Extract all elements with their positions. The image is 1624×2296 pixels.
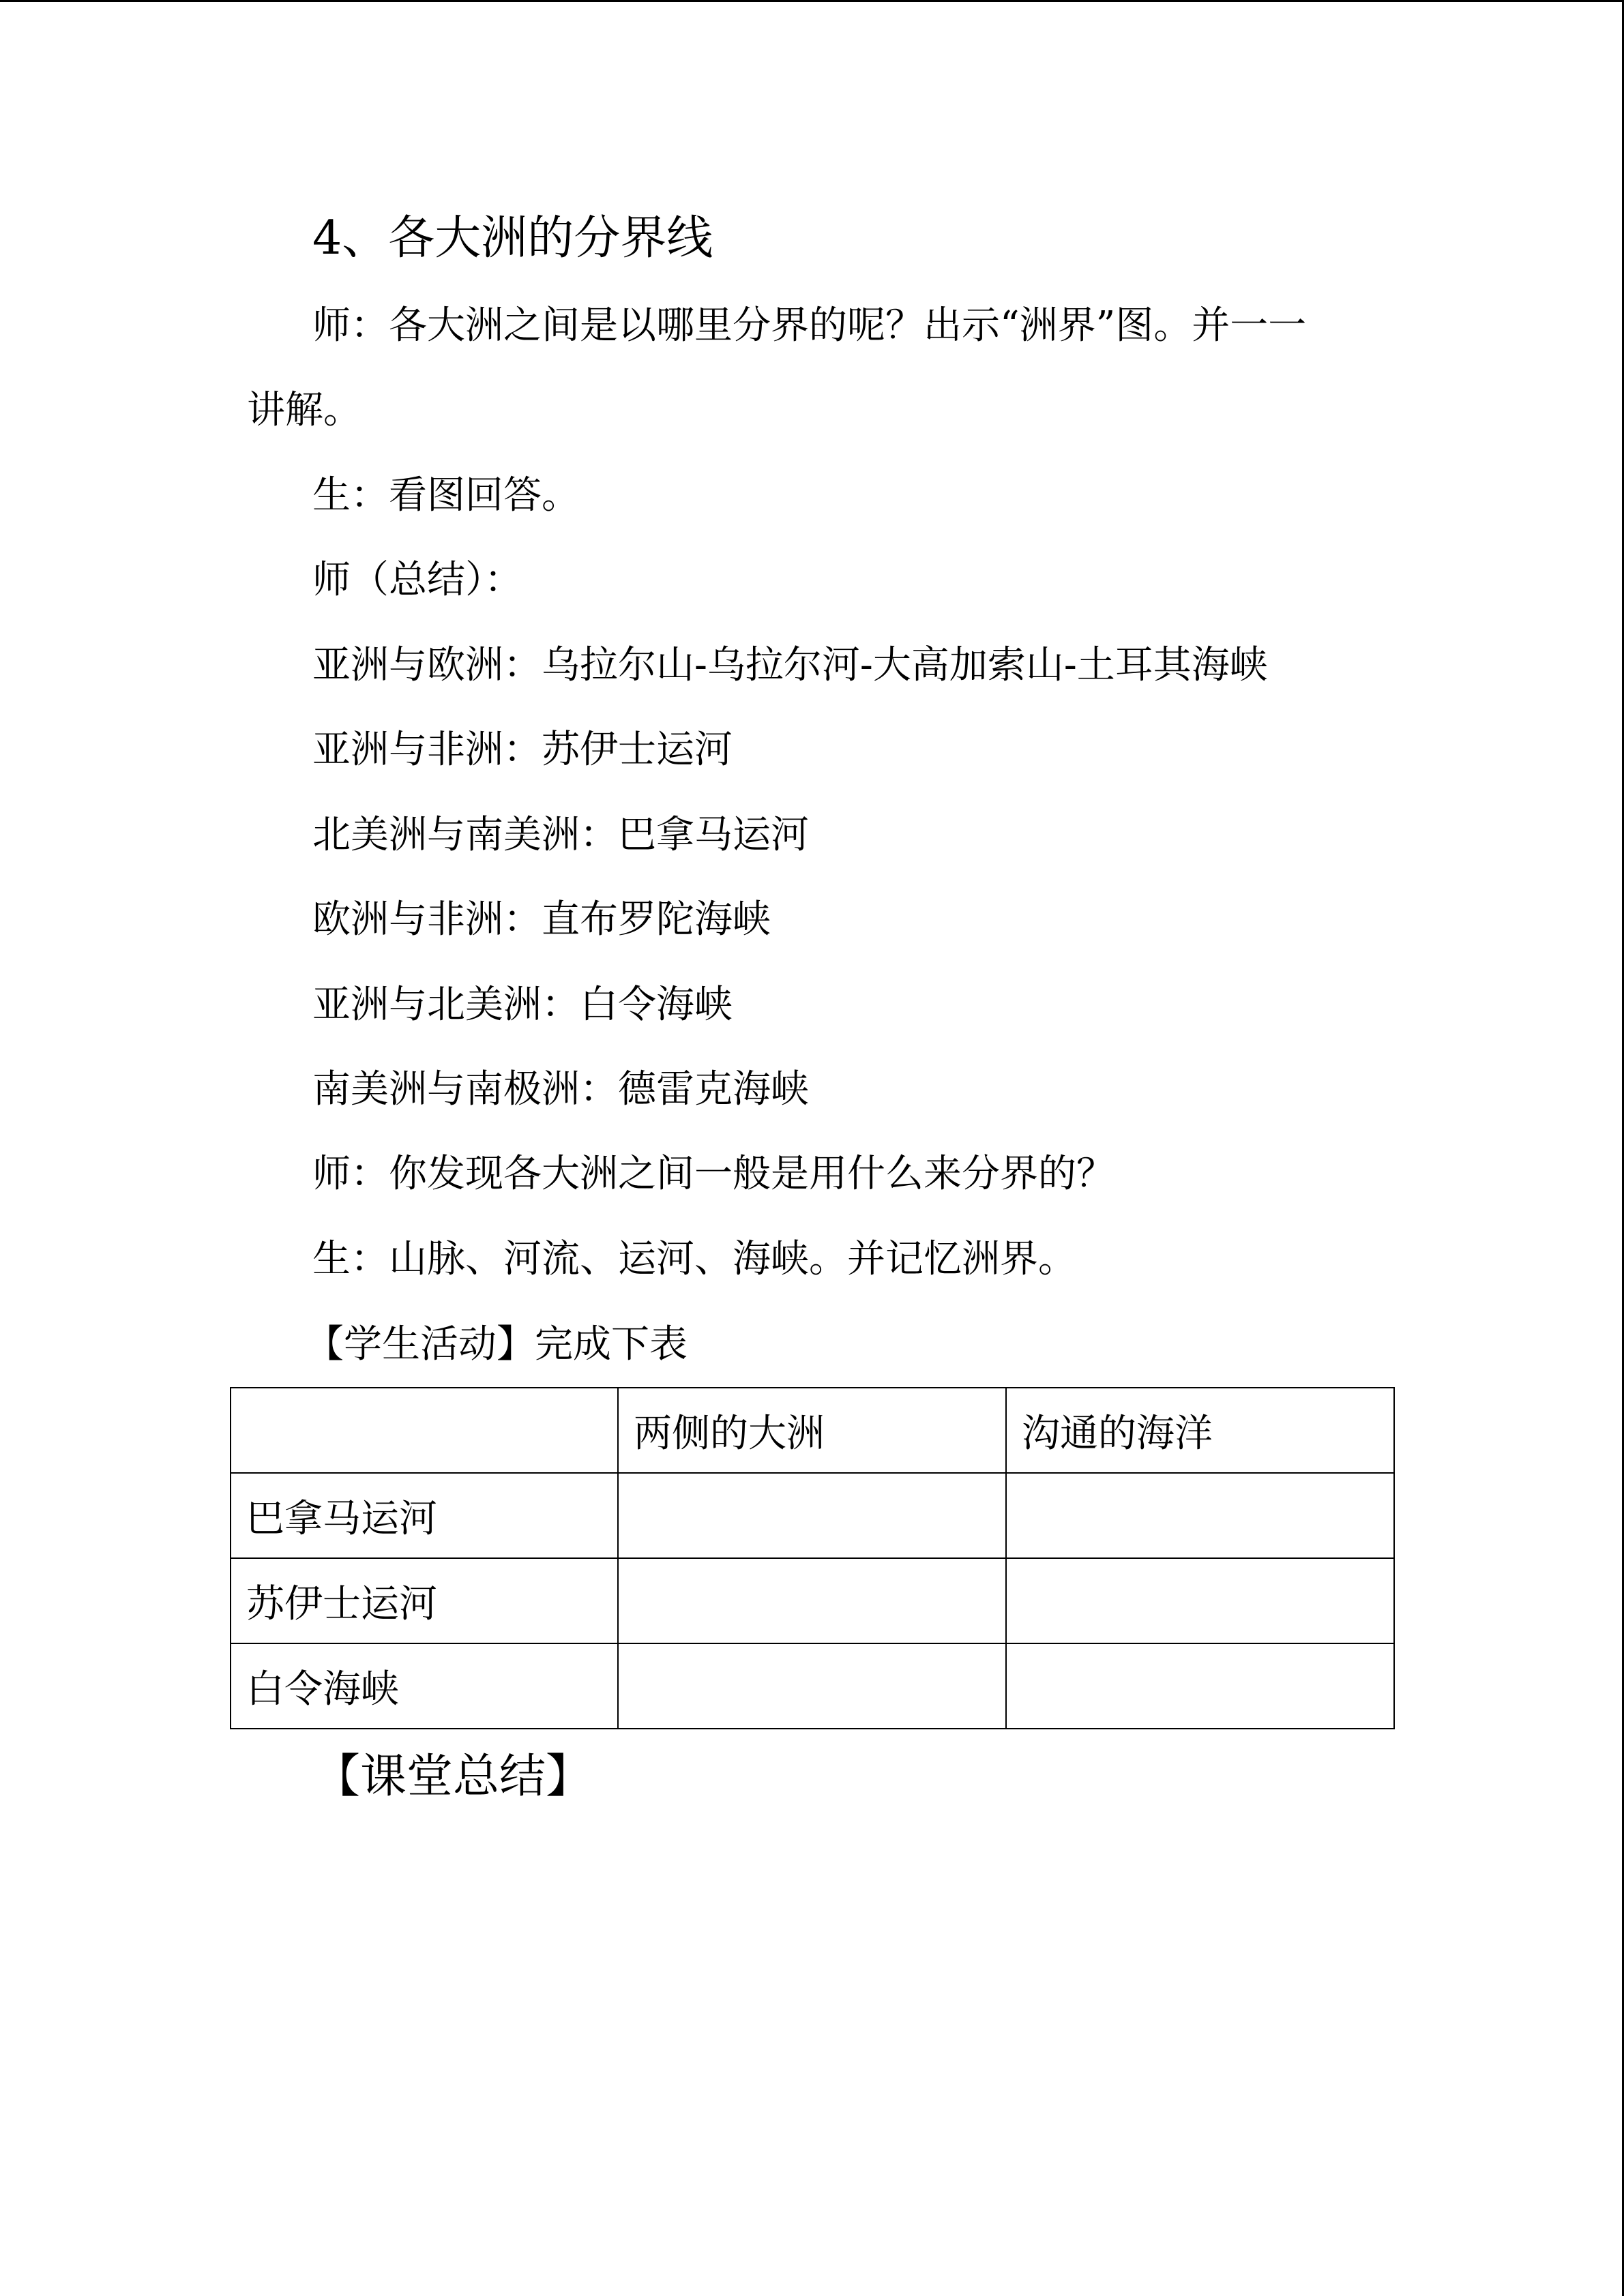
table-cell: 苏伊士运河 [231, 1558, 618, 1643]
closing-heading: 【课堂总结】 [314, 1750, 593, 1804]
boundary-europe-africa: 欧洲与非洲：直布罗陀海峡 [312, 897, 771, 942]
table-cell [1006, 1643, 1394, 1729]
table-cell: 巴拿马运河 [231, 1473, 618, 1558]
table-header-cell: 两侧的大洲 [618, 1388, 1006, 1473]
table-cell [618, 1473, 1006, 1558]
boundary-asia-north-america: 亚洲与北美洲：白令海峡 [312, 983, 733, 1027]
table-cell [1006, 1558, 1394, 1643]
section-heading: 4、各大洲的分界线 [312, 211, 713, 265]
table-cell [618, 1558, 1006, 1643]
teacher-question-line-1: 师：各大洲之间是以哪里分界的呢？出示“洲界”图。并一一 [312, 303, 1307, 348]
table-header-cell: 沟通的海洋 [1006, 1388, 1394, 1473]
table-cell: 白令海峡 [231, 1643, 618, 1729]
teacher-summary-label: 师（总结）： [312, 558, 522, 602]
table-row [231, 1558, 1394, 1643]
student-answer-2: 生：山脉、河流、运河、海峡。并记忆洲界。 [312, 1237, 1076, 1281]
table-row [231, 1643, 1394, 1729]
table-cell [618, 1643, 1006, 1729]
page-border-top [0, 0, 1624, 2]
table-header-cell [231, 1388, 618, 1473]
teacher-question-line-2: 讲解。 [247, 388, 361, 432]
boundary-north-south-america: 北美洲与南美洲：巴拿马运河 [312, 813, 809, 857]
activity-label: 【学生活动】完成下表 [306, 1322, 688, 1367]
fill-in-table [230, 1387, 1395, 1729]
boundary-south-america-antarctica: 南美洲与南极洲：德雷克海峡 [312, 1067, 809, 1112]
table-header-row [231, 1388, 1394, 1473]
teacher-question-2: 师：你发现各大洲之间一般是用什么来分界的？ [312, 1152, 1114, 1196]
table-row [231, 1473, 1394, 1558]
student-answer-1: 生：看图回答。 [312, 473, 580, 518]
boundary-asia-africa: 亚洲与非洲：苏伊士运河 [312, 728, 733, 772]
table-cell [1006, 1473, 1394, 1558]
boundary-asia-europe: 亚洲与欧洲：乌拉尔山-乌拉尔河-大高加索山-土耳其海峡 [312, 643, 1268, 687]
